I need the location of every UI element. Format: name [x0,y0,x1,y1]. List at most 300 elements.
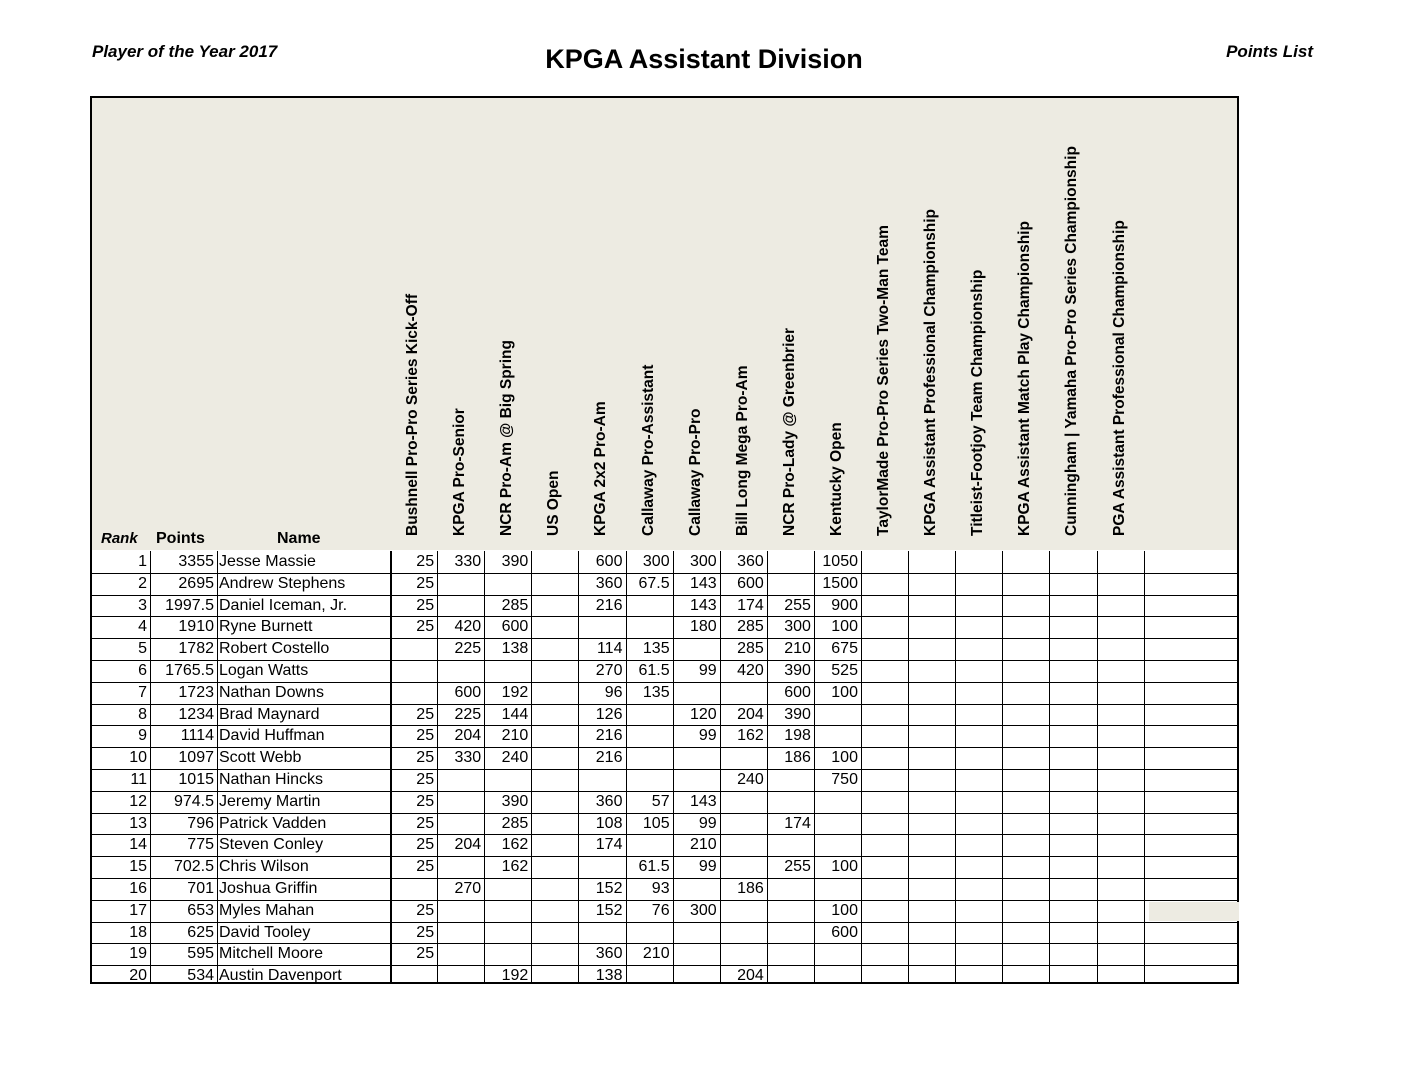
score-cell [1049,922,1096,944]
score-cell [531,856,578,878]
event-header-label: KPGA Assistant Match Play Championship [1016,221,1034,536]
table-row [92,595,1237,618]
score-cell [908,922,955,944]
score-cell [578,616,625,638]
score-cell [720,813,767,835]
score-cell [908,965,955,987]
score-cell [861,922,908,944]
score-cell [1002,791,1049,813]
grid-line [217,551,218,982]
score-cell: 225 [454,640,482,658]
score-cell [1002,769,1049,791]
score-cell [531,943,578,965]
points-cell: 1234 [178,705,214,723]
points-cell: 702.5 [173,858,214,876]
score-cell [437,791,484,813]
score-cell: 750 [831,771,858,788]
score-cell: 1050 [822,553,858,570]
score-cell [1049,813,1096,835]
event-header-label: TaylorMade Pro-Pro Series Two-Man Team [875,225,892,536]
score-cell: 143 [689,792,717,810]
score-cell [767,943,814,965]
score-cell [437,660,484,682]
score-cell: 285 [737,640,764,658]
points-cell: 1782 [178,640,214,658]
name-cell: Joshua Griffin [219,880,318,897]
score-cell: 198 [784,727,811,745]
rank-cell: 8 [138,705,147,723]
score-cell [861,943,908,965]
score-cell [955,943,1002,965]
score-cell: 240 [737,771,764,788]
table-row [92,551,1237,574]
points-cell: 796 [187,814,214,832]
score-cell [814,725,861,747]
score-cell [1002,616,1049,638]
score-cell [814,943,861,965]
score-cell [861,725,908,747]
score-cell [437,856,484,878]
score-cell: 25 [416,945,435,963]
score-cell: 420 [454,618,482,636]
score-cell [531,638,578,660]
name-cell: Nathan Hincks [219,771,324,788]
score-cell [955,595,1002,617]
score-cell [908,682,955,704]
score-cell: 300 [642,553,670,570]
name-cell: Jesse Massie [219,553,316,570]
name-header: Name [277,530,321,547]
score-cell [390,638,437,660]
name-cell: Jeremy Martin [219,792,321,810]
score-cell: 216 [595,727,623,745]
score-cell [720,943,767,965]
score-cell [955,965,1002,987]
score-cell [437,943,484,965]
score-cell: 300 [689,553,717,570]
score-cell [908,704,955,726]
score-cell [955,856,1002,878]
score-cell [1049,573,1096,595]
score-cell: 390 [501,792,529,810]
grid-line [1144,551,1145,982]
score-cell [955,791,1002,813]
score-cell [484,769,531,791]
score-cell [720,682,767,704]
score-cell [484,660,531,682]
grid-line [578,551,579,982]
score-cell [767,573,814,595]
score-cell [1049,900,1096,922]
score-cell [1097,922,1144,944]
score-cell [1049,965,1096,987]
score-cell: 138 [595,967,623,985]
name-cell: Logan Watts [219,662,309,679]
score-cell [955,573,1002,595]
score-cell [1049,791,1096,813]
rank-cell: 16 [129,880,147,897]
score-cell [908,878,955,900]
score-cell [861,791,908,813]
points-cell: 1015 [178,771,214,788]
score-cell [814,704,861,726]
table-row [92,682,1237,705]
grid-line [1097,551,1098,982]
score-cell [578,769,625,791]
list-label: Points List [1226,42,1313,61]
event-header-label: Cunningham | Yamaha Pro-Pro Series Championship [1063,146,1081,536]
score-cell [626,595,673,617]
event-header-label: Callaway Pro-Pro [686,408,704,536]
score-cell: 114 [596,640,623,658]
score-cell: 204 [454,836,482,854]
score-cell [814,878,861,900]
score-cell: 67.5 [638,574,670,592]
grid-line [955,551,956,982]
score-cell: 144 [501,705,529,723]
score-cell [437,813,484,835]
score-cell: 600 [737,574,764,592]
score-cell: 174 [595,836,623,854]
score-cell: 192 [501,683,529,701]
score-cell: 25 [416,858,435,876]
table-row [92,965,1237,987]
score-cell [437,595,484,617]
event-header-label: US Open [545,470,563,536]
grid-line [531,551,532,982]
score-cell [1049,747,1096,769]
score-cell: 1500 [822,574,858,592]
score-cell [861,704,908,726]
score-cell [767,965,814,987]
score-cell [1097,616,1144,638]
score-cell: 99 [698,727,717,745]
score-cell: 25 [416,705,435,723]
table-row [92,922,1237,945]
score-cell [1002,704,1049,726]
score-cell [1049,616,1096,638]
score-cell: 105 [642,814,670,832]
score-cell: 100 [831,858,858,876]
score-cell [531,595,578,617]
points-cell: 1114 [180,727,214,745]
score-cell: 360 [595,792,623,810]
name-cell: David Tooley [219,923,311,941]
score-cell: 360 [737,553,764,570]
rank-cell: 14 [129,836,147,854]
table-row [92,856,1237,879]
rank-cell: 19 [129,945,147,963]
score-cell [1002,638,1049,660]
score-cell [626,616,673,638]
score-cell [1002,595,1049,617]
grid-line [150,551,151,982]
points-cell: 1097 [178,749,214,767]
score-cell [437,573,484,595]
score-cell: 360 [595,574,623,592]
score-cell [1049,769,1096,791]
score-cell: 900 [831,596,858,614]
event-header-label: Bill Long Mega Pro-Am [733,365,751,536]
score-cell [1049,943,1096,965]
score-cell: 210 [642,945,670,963]
score-cell: 99 [698,814,717,832]
score-cell [578,922,625,944]
score-cell: 204 [454,727,482,745]
name-cell: Austin Davenport [219,967,342,985]
score-cell [673,943,720,965]
score-cell [626,965,673,987]
score-cell: 186 [784,749,811,767]
score-cell [1097,900,1144,922]
score-cell [1049,834,1096,856]
score-cell: 25 [416,618,435,636]
score-cell: 204 [737,705,764,723]
score-cell [908,834,955,856]
name-cell: Mitchell Moore [219,945,324,963]
points-cell: 653 [187,901,214,919]
score-cell [908,769,955,791]
table-row [92,573,1237,596]
score-cell [720,791,767,813]
score-cell [955,660,1002,682]
score-cell [955,704,1002,726]
score-cell [861,965,908,987]
score-cell: 162 [501,836,529,854]
rank-cell: 20 [129,967,147,985]
score-cell: 25 [416,923,435,941]
score-cell [767,834,814,856]
score-cell [908,856,955,878]
score-cell [908,900,955,922]
score-cell: 390 [784,662,811,679]
score-cell [531,878,578,900]
rank-cell: 2 [138,574,147,592]
score-cell [861,813,908,835]
score-cell: 600 [501,618,529,636]
score-cell [1097,660,1144,682]
rank-cell: 3 [138,596,147,614]
grid-line [437,551,438,982]
score-cell: 300 [784,618,811,636]
score-cell [1097,682,1144,704]
score-cell [673,682,720,704]
score-cell [908,638,955,660]
score-cell [531,682,578,704]
score-cell [814,813,861,835]
points-cell: 1723 [178,683,214,701]
score-cell: 135 [642,640,670,658]
score-cell [1049,856,1096,878]
score-cell: 270 [595,662,623,679]
score-cell [720,834,767,856]
table-row [92,900,1237,923]
score-cell: 100 [831,618,858,636]
score-cell [626,922,673,944]
points-header: Points [156,530,205,547]
score-cell [1097,573,1144,595]
score-cell [1002,660,1049,682]
score-cell [531,769,578,791]
rank-cell: 7 [138,683,147,701]
score-cell [955,900,1002,922]
table-row [92,704,1237,727]
score-cell [955,813,1002,835]
score-cell: 120 [689,705,717,723]
event-header-label: KPGA Assistant Professional Championship [922,209,940,536]
score-cell: 108 [595,814,623,832]
score-cell: 126 [595,705,623,723]
points-cell: 2695 [178,574,214,592]
score-cell: 25 [416,574,435,592]
score-cell: 162 [501,858,529,876]
score-cell: 96 [604,683,623,701]
score-cell [861,747,908,769]
table-row [92,943,1237,966]
score-cell [1097,834,1144,856]
score-cell [626,747,673,769]
grid-line [720,551,721,982]
score-cell [767,900,814,922]
points-cell: 534 [187,967,214,985]
score-cell [1002,682,1049,704]
points-cell: 3355 [178,553,214,570]
score-cell [955,922,1002,944]
rank-cell: 12 [129,792,147,810]
score-cell: 300 [689,901,717,919]
score-cell [437,900,484,922]
rank-cell: 17 [129,901,147,919]
score-cell [626,704,673,726]
grid-line [861,551,862,982]
score-cell [1002,725,1049,747]
score-cell: 525 [831,662,858,679]
score-cell [1049,638,1096,660]
score-cell [1097,551,1144,573]
score-cell: 204 [737,967,764,985]
score-cell: 174 [784,814,811,832]
score-cell: 675 [831,640,858,658]
grid-line [626,551,627,982]
score-cell [626,725,673,747]
table-row [92,878,1237,901]
event-header-label: Titleist-Footjoy Team Championship [969,269,987,536]
score-cell: 25 [416,749,435,767]
score-cell [1002,573,1049,595]
score-cell [1097,595,1144,617]
score-cell [814,791,861,813]
score-cell [908,573,955,595]
score-cell [908,551,955,573]
score-cell: 225 [454,705,482,723]
score-cell [1002,965,1049,987]
points-cell: 1997.5 [165,596,214,614]
rank-cell: 4 [138,618,147,636]
score-cell: 138 [501,640,529,658]
name-cell: Robert Costello [219,640,330,658]
points-cell: 1910 [178,618,214,636]
score-cell: 240 [501,749,529,767]
score-cell [1049,551,1096,573]
score-cell [1097,965,1144,987]
score-cell: 93 [651,880,670,897]
grid-line [390,551,392,982]
grid-line [1002,551,1003,982]
points-cell: 974.5 [173,792,214,810]
rank-cell: 13 [129,814,147,832]
points-cell: 595 [187,945,214,963]
score-cell [673,638,720,660]
grid-line [484,551,485,982]
score-cell [861,682,908,704]
score-cell: 210 [689,836,717,854]
score-cell [1049,878,1096,900]
score-cell [531,747,578,769]
score-cell [1049,682,1096,704]
score-cell [767,878,814,900]
score-cell: 216 [595,749,623,767]
score-cell [861,595,908,617]
score-cell [767,551,814,573]
event-header-label: Kentucky Open [827,422,845,536]
table-row [92,638,1237,661]
grid-line [767,551,768,982]
score-cell [673,747,720,769]
event-header-label: NCR Pro-Am @ Big Spring [498,340,516,536]
rank-cell: 15 [129,858,147,876]
score-cell: 99 [698,662,717,679]
score-cell [673,769,720,791]
score-cell [814,965,861,987]
points-cell: 701 [187,880,214,897]
score-cell [908,943,955,965]
rank-cell: 6 [138,662,147,679]
table-row [92,616,1237,639]
score-cell [908,616,955,638]
score-cell [1049,595,1096,617]
score-cell [1097,791,1144,813]
score-cell [531,725,578,747]
name-cell: Chris Wilson [219,858,309,876]
score-cell [531,551,578,573]
score-cell [720,922,767,944]
score-cell [955,616,1002,638]
score-cell [1002,551,1049,573]
event-header-label: Callaway Pro-Assistant [639,364,657,536]
score-cell [1002,922,1049,944]
score-cell [955,769,1002,791]
score-cell: 76 [651,901,670,919]
score-cell: 270 [454,880,482,897]
grid-line [1049,551,1050,982]
score-cell [673,965,720,987]
score-cell [484,573,531,595]
score-cell [484,943,531,965]
score-cell [437,922,484,944]
score-cell [861,834,908,856]
score-cell [767,922,814,944]
event-header-label: KPGA Pro-Senior [451,408,469,536]
score-cell [861,660,908,682]
score-cell [531,834,578,856]
grid-line [908,551,909,982]
score-cell [1002,900,1049,922]
score-cell [955,834,1002,856]
rank-cell: 18 [129,923,147,941]
score-cell [437,769,484,791]
score-cell: 390 [784,705,811,723]
score-cell: 99 [698,858,717,876]
